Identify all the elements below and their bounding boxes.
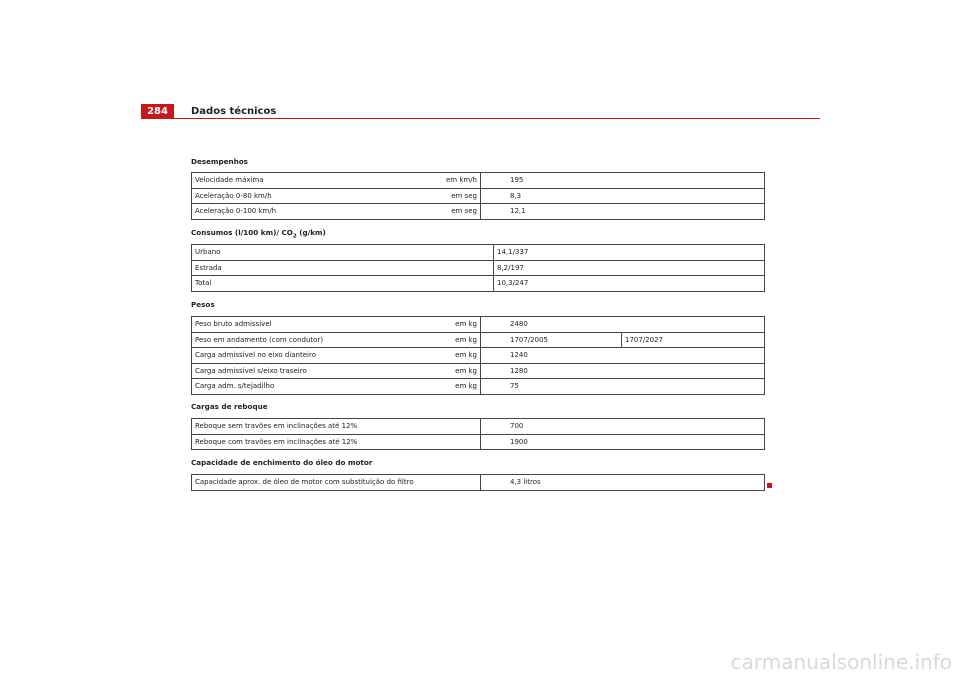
row-value: 1240: [481, 348, 622, 364]
table-row: [192, 363, 765, 379]
row-unit: em kg: [455, 382, 477, 391]
table-row: [192, 173, 765, 189]
table-row: [192, 348, 765, 364]
row-value-2: [622, 317, 765, 333]
section-title-consumos: [191, 228, 326, 239]
row-value: 14,1/337: [494, 245, 765, 261]
row-unit: em seg: [451, 191, 477, 200]
row-value: 12,1: [481, 204, 765, 220]
performance-table: [191, 172, 765, 220]
header-rule: [141, 118, 820, 119]
section-title-pesos: Pesos: [191, 300, 215, 309]
row-value: 1900: [481, 434, 765, 450]
row-label: Peso em andamento (com condutor): [195, 335, 324, 344]
row-unit: em kg: [455, 366, 477, 375]
table-row: [192, 204, 765, 220]
consumos-title-sub: 2: [292, 233, 297, 240]
table-row: [192, 332, 765, 348]
row-value-2: 1707/2027: [622, 332, 765, 348]
table-row: [192, 245, 765, 261]
row-label: Velocidade máxima: [195, 176, 264, 185]
row-label: Total: [192, 276, 494, 292]
towing-table: [191, 418, 765, 450]
table-row: [192, 379, 765, 395]
row-value: 195: [481, 173, 765, 189]
table-row: [192, 260, 765, 276]
row-unit: em kg: [455, 351, 477, 360]
row-label: Carga adm. s/tejadilho: [195, 382, 275, 391]
table-row: [192, 188, 765, 204]
consumos-title-main: Consumos (l/100 km)/ CO: [191, 228, 293, 237]
oil-capacity-table: [191, 474, 765, 491]
row-value: 700: [481, 419, 765, 435]
table-row: [192, 419, 765, 435]
row-label: Estrada: [192, 260, 494, 276]
row-value: 8,2/197: [494, 260, 765, 276]
row-label: Carga admissível no eixo dianteiro: [195, 351, 316, 360]
row-value-2: [622, 363, 765, 379]
table-row: [192, 317, 765, 333]
page-number: 284: [141, 104, 174, 119]
row-unit: em km/h: [445, 176, 477, 185]
row-label: Aceleração 0-80 km/h: [195, 191, 272, 200]
table-row: [192, 434, 765, 450]
row-label: Capacidade aprox. de óleo de motor com substituição do filtro: [192, 475, 481, 491]
row-unit: em kg: [455, 320, 477, 329]
section-title-oleo: Capacidade de enchimento do óleo do motor: [191, 458, 373, 467]
row-value: 4,3 litros: [481, 475, 765, 491]
row-value: 10,3/247: [494, 276, 765, 292]
consumos-title-tail: (g/km): [296, 228, 326, 237]
table-row: [192, 276, 765, 292]
watermark: carmanualsonline.info: [730, 650, 952, 674]
row-value: 75: [481, 379, 622, 395]
row-value: 2480: [481, 317, 622, 333]
row-unit: em kg: [455, 335, 477, 344]
row-label: Aceleração 0-100 km/h: [195, 207, 277, 216]
row-unit: em seg: [451, 207, 477, 216]
row-label: Carga admissível s/eixo traseiro: [195, 366, 307, 375]
table-row: [192, 475, 765, 491]
row-value: 8,3: [481, 188, 765, 204]
row-label: Urbano: [192, 245, 494, 261]
row-value-2: [622, 379, 765, 395]
section-title-reboque: Cargas de reboque: [191, 402, 268, 411]
row-value-2: [622, 348, 765, 364]
weights-table: [191, 316, 765, 395]
consumption-table: [191, 244, 765, 292]
section-title-desempenhos: Desempenhos: [191, 157, 248, 166]
row-label: Peso bruto admissível: [195, 320, 272, 329]
row-label: Reboque com travões em inclinações até 12%: [192, 434, 481, 450]
row-value: 1280: [481, 363, 622, 379]
row-value: 1707/2005: [481, 332, 622, 348]
row-label: Reboque sem travões em inclinações até 12%: [192, 419, 481, 435]
page-title: Dados técnicos: [191, 106, 277, 117]
section-end-marker: [767, 483, 772, 488]
